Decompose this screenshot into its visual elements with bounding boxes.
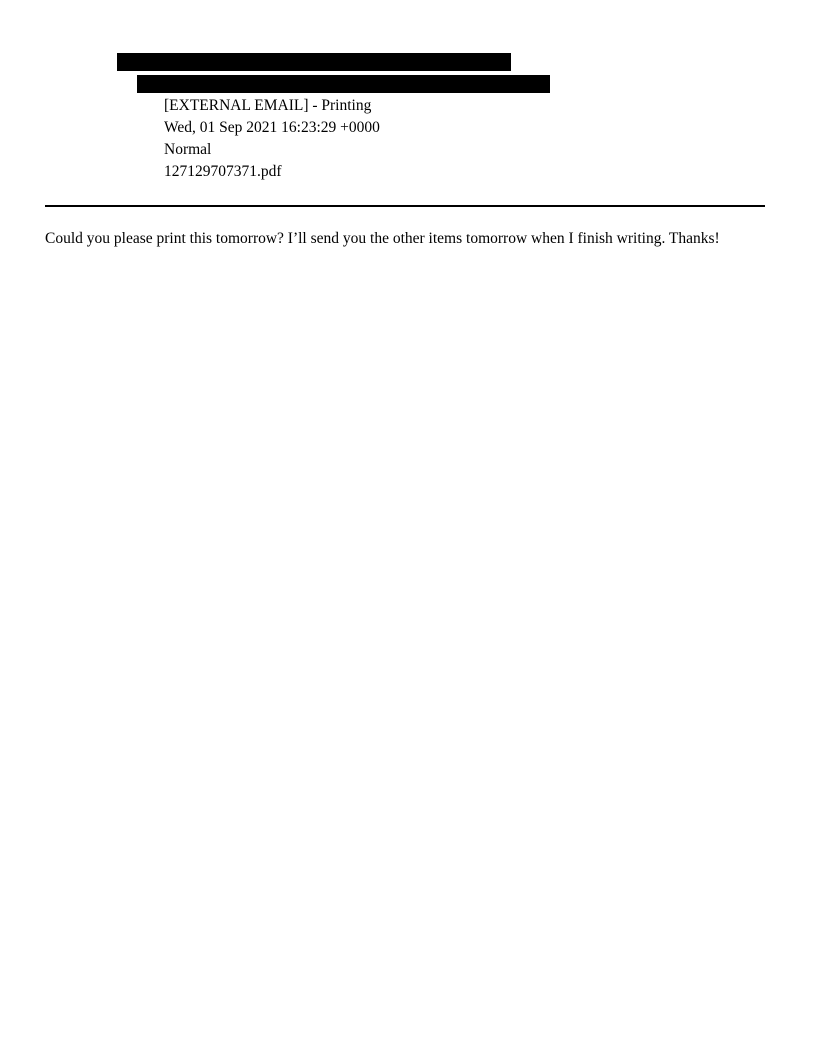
- date-value: Wed, 01 Sep 2021 16:23:29 +0000: [164, 119, 380, 136]
- redaction-bar-from: [117, 53, 511, 71]
- header-divider: [45, 205, 765, 207]
- subject-value: [EXTERNAL EMAIL] - Printing: [164, 97, 372, 114]
- importance-value: Normal: [164, 141, 212, 158]
- attachment-link[interactable]: 127129707371.pdf: [164, 163, 282, 180]
- redaction-bar-to: [137, 75, 550, 93]
- email-body: Could you please print this tomorrow? I’ll send you the other items tomorrow when I finish writing. Thanks!: [45, 230, 720, 247]
